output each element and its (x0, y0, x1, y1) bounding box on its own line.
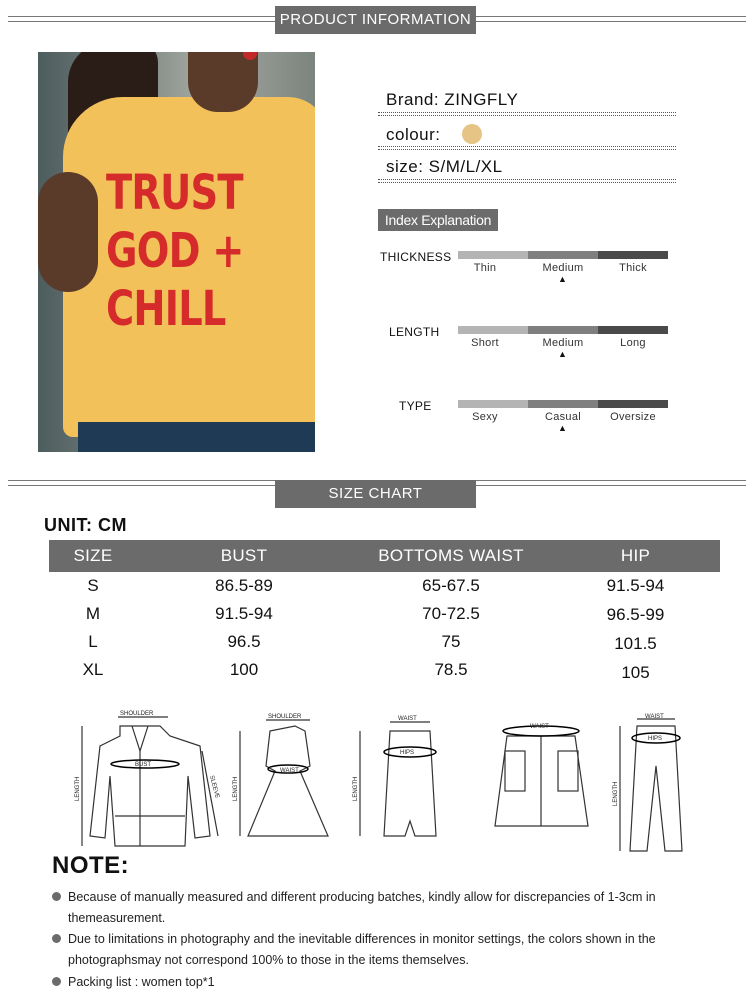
table-cell: S (87, 576, 99, 595)
selected-marker-icon: ▲ (558, 274, 567, 284)
trousers-waist-label: WAIST (645, 714, 664, 720)
table-cell: 86.5-89 (215, 576, 273, 595)
photo-arm (38, 172, 98, 292)
dress-waist-label: WAIST (280, 768, 299, 774)
size-table (49, 540, 720, 684)
note-text-3: Packing list : women top*1 (68, 975, 215, 989)
note-text-2: Due to limitations in photography and the inevitable differences in monitor settings, the colors shown in the photographsmay not correspond 100% to those in the items themselves. (68, 932, 656, 967)
index-option-long: Long (620, 337, 646, 349)
dress-shoulder-label: SHOULDER (268, 714, 302, 720)
table-cell: 91.5-94 (606, 576, 665, 595)
index-bar-segment (598, 326, 668, 334)
bullet-icon (52, 934, 61, 943)
index-option-thick: Thick (619, 262, 647, 274)
note-item-2 (52, 929, 712, 971)
index-bar-segment (528, 251, 598, 259)
photo-neck (188, 52, 258, 112)
short-skirt-waist-label: WAIST (530, 724, 549, 730)
jacket-bust-label: BUST (135, 762, 152, 768)
size-underline (378, 179, 676, 183)
selected-marker-icon: ▲ (558, 349, 567, 359)
table-cell: 100 (229, 660, 259, 679)
product-info-banner: PRODUCT INFORMATION (275, 6, 476, 34)
col-bottoms-waist: BOTTOMS WAIST (351, 540, 551, 572)
short-skirt-diagram (495, 726, 588, 826)
table-cell: 78.5 (434, 660, 468, 679)
table-cell: XL (82, 660, 104, 679)
skirt-diagram (360, 722, 436, 836)
index-bar-length (458, 326, 668, 334)
brand-text: Brand: ZINGFLY (386, 90, 519, 109)
index-option-casual: Casual (544, 411, 582, 423)
tshirt-print-line-3: CHILL (106, 281, 226, 337)
index-label-type: TYPE (399, 399, 432, 413)
index-bar-segment (458, 326, 528, 334)
note-item-3 (52, 972, 712, 993)
tshirt-print-line-1: TRUST (106, 165, 243, 221)
index-option-sexy: Sexy (472, 411, 498, 423)
table-cell: 96.5-99 (606, 605, 665, 624)
table-cell: 70-72.5 (422, 604, 480, 623)
bullet-icon (52, 977, 61, 986)
table-cell: 75 (441, 632, 461, 651)
note-title: NOTE: (52, 852, 130, 879)
jacket-shoulder-label: SHOULDER (120, 711, 154, 717)
skirt-hips-label: HIPS (400, 750, 415, 756)
brand-underline (378, 112, 676, 116)
size-table-header (49, 540, 720, 572)
selected-marker-icon: ▲ (558, 423, 567, 433)
table-cell: 101.5 (614, 634, 657, 653)
size-row (386, 157, 676, 177)
index-bar-segment (598, 251, 668, 259)
photo-jeans (78, 422, 315, 452)
index-bar-type (458, 400, 668, 408)
note-text-1: Because of manually measured and different producing batches, kindly allow for discrepancies of 1-3cm in themeasurement. (68, 890, 656, 925)
colour-row (386, 124, 676, 145)
table-cell: M (85, 604, 101, 623)
index-option-thin: Thin (473, 262, 497, 274)
skirt-waist-label: WAIST (398, 716, 417, 722)
index-bar-segment (458, 400, 528, 408)
unit-label: UNIT: CM (44, 515, 127, 535)
colour-swatch[interactable] (462, 124, 482, 144)
colour-text: colour: (386, 125, 441, 144)
skirt-length-label: LENGTH (353, 776, 359, 801)
table-cell: 96.5 (227, 632, 261, 651)
table-cell: 105 (621, 663, 650, 682)
index-option-medium: Medium (542, 337, 584, 349)
bullet-icon (52, 892, 61, 901)
col-hip: HIP (551, 540, 720, 572)
table-row (49, 656, 720, 684)
jacket-length-label: LENGTH (75, 776, 81, 801)
index-option-short: Short (471, 337, 499, 349)
index-bar-segment (598, 400, 668, 408)
size-chart-banner: SIZE CHART (275, 480, 476, 508)
index-option-medium: Medium (542, 262, 584, 274)
table-cell: 91.5-94 (215, 604, 273, 623)
table-row (49, 600, 720, 628)
col-bust: BUST (137, 540, 351, 572)
col-size: SIZE (49, 540, 137, 572)
index-bar-segment (528, 400, 598, 408)
colour-underline (378, 146, 676, 150)
index-label-length: LENGTH (389, 325, 440, 339)
measurement-diagrams (70, 706, 710, 856)
index-label-thickness: THICKNESS (380, 250, 452, 264)
index-option-oversize: Oversize (610, 411, 656, 423)
jacket-diagram (82, 717, 218, 846)
dress-diagram (240, 720, 328, 836)
dress-length-label: LENGTH (233, 776, 239, 801)
jacket-sleeve-label: SLEEVE (208, 774, 220, 800)
note-item-1 (52, 887, 712, 929)
index-explanation-badge: Index Explanation (378, 209, 498, 231)
index-bar-segment (458, 251, 528, 259)
trousers-hips-label: HIPS (648, 736, 663, 742)
brand-row (386, 90, 676, 110)
index-bar-thickness (458, 251, 668, 259)
table-row (49, 628, 720, 656)
size-text: size: S/M/L/XL (386, 157, 503, 176)
tshirt-print-line-2: GOD + (106, 223, 244, 279)
product-photo (38, 52, 315, 452)
tshirt-print (106, 164, 244, 338)
table-cell: L (88, 632, 98, 651)
table-row (49, 572, 720, 600)
trousers-length-label: LENGTH (613, 781, 619, 806)
table-cell: 65-67.5 (422, 576, 480, 595)
index-bar-segment (528, 326, 598, 334)
